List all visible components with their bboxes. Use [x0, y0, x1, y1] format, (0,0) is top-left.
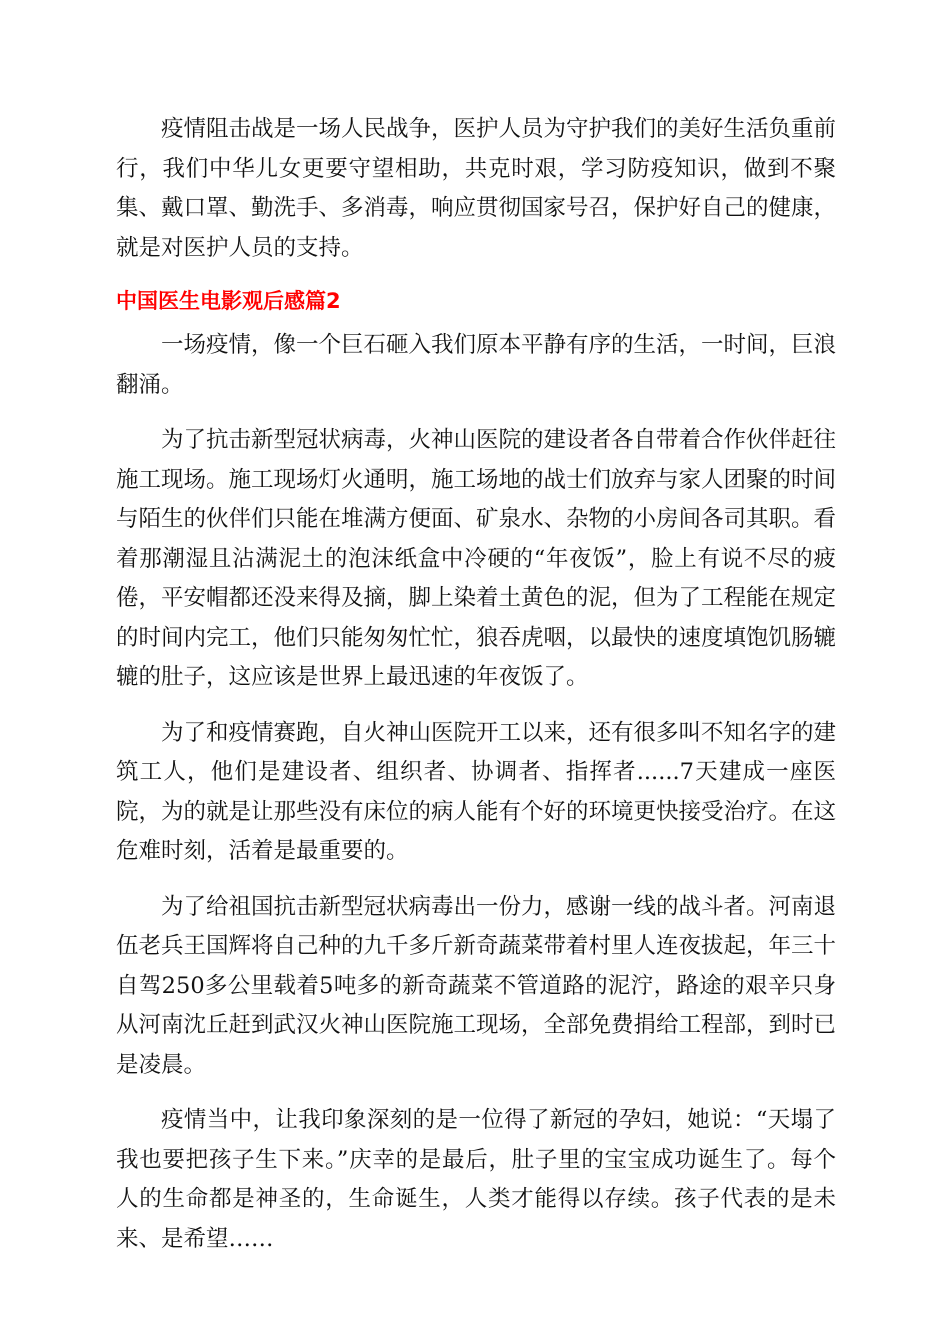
body-paragraph-1: 一场疫情，像一个巨石砸入我们原本平静有序的生活，一时间，巨浪翻涌。	[116, 332, 837, 398]
body-paragraph-2: 为了抗击新型冠状病毒，火神山医院的建设者各自带着合作伙伴赶往施工现场。施工现场灯火通明，施工场地的战士们放弃与家人团聚的时间与陌生的伙伴们只能在堆满方便面、矿泉水、杂物的小房间各司其职。看着那潮湿且沾满泥土的泡沫纸盒中冷硬的“年夜饭”，脸上有说不尽的疲倦，平安帽都还没来得及摘，脚上染着土黄色的泥，但为了工程能在规定的时间内完工，他们只能匆匆忙忙，狼吞虎咽，以最快的速度填饱饥肠辘辘的肚子，这应该是世界上最迅速的年夜饭了。	[116, 427, 837, 690]
document-page	[116, 110, 836, 1275]
body-paragraph-5: 疫情当中，让我印象深刻的是一位得了新冠的孕妇，她说：“天塌了我也要把孩子生下来。”庆幸的是最后，肚子里的宝宝成功诞生了。每个人的生命都是神圣的，生命诞生，人类才能得以存续。孩子代表的是未来、是希望……	[116, 1107, 836, 1252]
body-paragraph-4: 为了给祖国抗击新型冠状病毒出一份力，感谢一线的战斗者。河南退伍老兵王国辉将自己种的九千多斤新奇蔬菜带着村里人连夜拔起，年三十自驾250多公里载着5吨多的新奇蔬菜不管道路的泥泞，路途的艰辛只身从河南沈丘赶到武汉火神山医院施工现场，全部免费捐给工程部，到时已是凌晨。	[116, 893, 837, 1078]
section-heading: 中国医生电影观后感篇2	[116, 289, 341, 313]
intro-paragraph: 疫情阻击战是一场人民战争，医护人员为守护我们的美好生活负重前行，我们中华儿女更要守望相助，共克时艰，学习防疫知识，做到不聚集、戴口罩、勤洗手、多消毒，响应贯彻国家号召，保护好自己的健康，就是对医护人员的支持。	[116, 116, 837, 261]
body-paragraph-3: 为了和疫情赛跑，自火神山医院开工以来，还有很多叫不知名字的建筑工人，他们是建设者、组织者、协调者、指挥者......7天建成一座医院，为的就是让那些没有床位的病人能有个好的环境更快接受治疗。在这危难时刻，活着是最重要的。	[116, 719, 837, 864]
